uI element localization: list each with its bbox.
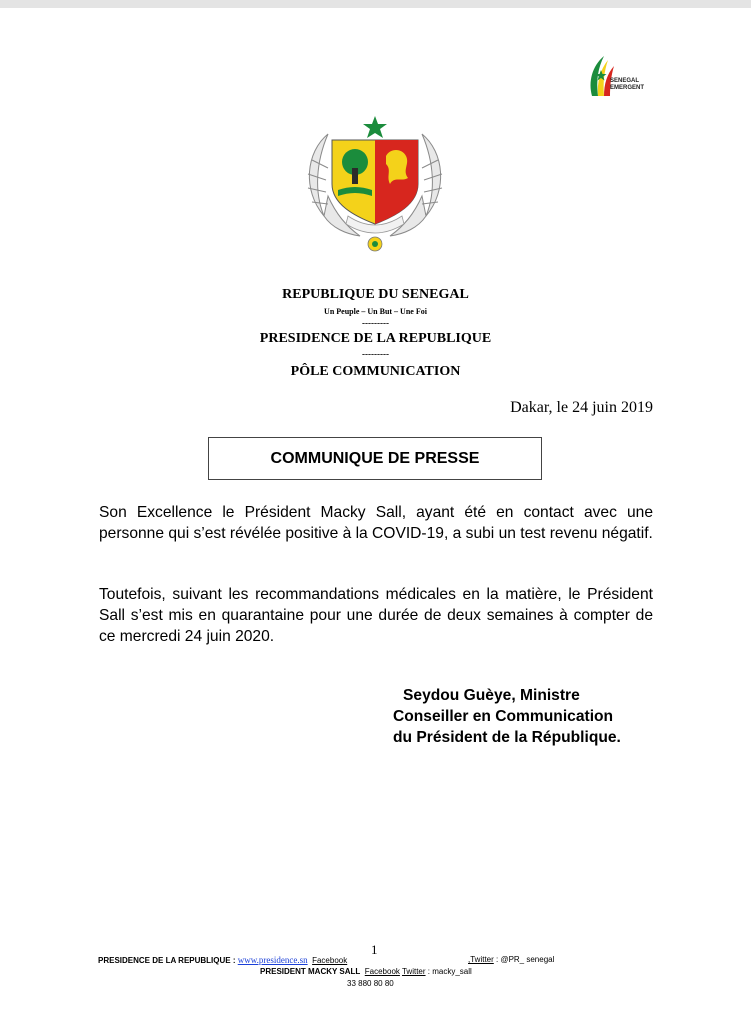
footer-presidency-label: PRESIDENCE DE LA REPUBLIQUE : [98, 956, 238, 965]
facebook-link-2[interactable]: Facebook [364, 967, 400, 976]
press-release-title-box [208, 437, 542, 480]
country-title: REPUBLIQUE DU SENEGAL [282, 287, 469, 302]
top-border [0, 0, 751, 8]
signature-block [393, 685, 621, 748]
twitter-handle: : @PR_ senegal [493, 955, 555, 964]
website-link[interactable]: www.presidence.sn [237, 955, 308, 965]
footer-president-label: PRESIDENT MACKY SALL [260, 967, 361, 976]
department-title: PÔLE COMMUNICATION [290, 364, 461, 379]
logo-text-senegal: SENEGAL [610, 78, 640, 84]
national-motto: Un Peuple – Un But – Une Foi [324, 307, 427, 316]
footer-phone: 33 880 80 80 [347, 979, 394, 988]
press-release-title: COMMUNIQUE DE PRESSE [270, 449, 480, 467]
page-number: 1 [371, 942, 378, 957]
presidency-title: PRESIDENCE DE LA REPUBLIQUE [259, 331, 492, 346]
twitter-handle-2: : macky_sall [425, 967, 472, 976]
signature-role: Conseiller en Communication [393, 708, 614, 725]
twitter-link[interactable]: ,Twitter [468, 955, 494, 964]
twitter-link-2[interactable]: Twitter [401, 967, 426, 976]
coat-of-arms [298, 112, 452, 254]
separator: --------- [362, 318, 389, 328]
logo-text-emergent: EMERGENT [610, 85, 645, 91]
body-paragraph-2: Toutefois, suivant les recommandations médicales en la matière, le Président Sall s’est mis en quarantaine pour une durée de deux semaines à compter de ce mercredi 24 juin 2020. [99, 586, 653, 645]
signature-office: du Président de la République. [393, 729, 621, 746]
facebook-link[interactable]: Facebook [312, 956, 348, 965]
signature-name: Seydou Guèye, Ministre [403, 687, 580, 704]
body-paragraph-1: Son Excellence le Président Macky Sall, ayant été en contact avec une personne qui s’est révélée positive à la COVID-19, a subi un test revenu négatif. [99, 504, 653, 542]
separator: --------- [362, 349, 389, 359]
dateline: Dakar, le 24 juin 2019 [510, 399, 653, 416]
flag-swirl-icon [586, 52, 616, 102]
senegal-emergent-logo [586, 52, 666, 102]
